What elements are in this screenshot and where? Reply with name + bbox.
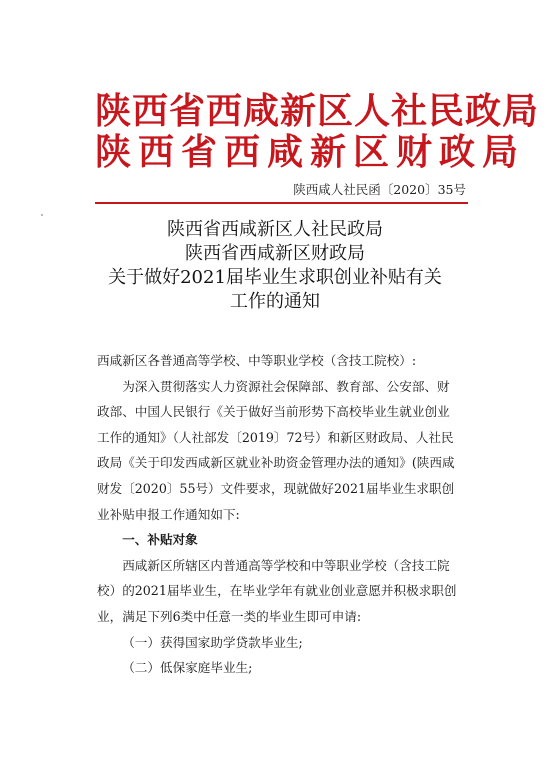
title-line-2: 陕西省西咸新区财政局 <box>185 243 365 264</box>
title-line-3: 关于做好2021届毕业生求职创业补贴有关 <box>108 267 442 288</box>
list-item: （二）低保家庭毕业生; <box>122 660 253 676</box>
section-heading-1: 一、补贴对象 <box>122 532 198 548</box>
list-item: （一）获得国家助学贷款毕业生; <box>122 634 303 650</box>
document-body <box>97 348 462 681</box>
paragraph-eligibility: 西咸新区所辖区内普通高等学校和中等职业学校（含技工院校）的2021届毕业生，在毕业学年有就业创业意愿并积极求职创业，满足下列6类中任意一类的毕业生即可申请: <box>97 557 457 624</box>
issuer-line-1: 陕西省西咸新区人社民政局 <box>95 90 540 132</box>
issuer-line-2: 陕西省西咸新区财政局 <box>95 131 526 173</box>
scan-mark <box>41 214 43 216</box>
salutation: 西咸新区各普通高等学校、中等职业学校（含技工院校）: <box>97 353 417 368</box>
document-title <box>75 218 475 314</box>
title-line-4: 工作的通知 <box>230 291 320 312</box>
document-number: 陕西咸人社民函〔2020〕35号 <box>293 182 466 197</box>
red-divider <box>95 202 468 204</box>
title-line-1: 陕西省西咸新区人社民政局 <box>167 219 383 240</box>
paragraph-intro: 为深入贯彻落实人力资源社会保障部、教育部、公安部、财政部、中国人民银行《关于做好当前形势下高校毕业生就业创业工作的通知》（人社部发〔2019〕72号）和新区财政局、人社民政局《关于印发西咸新区就业补助资金管理办法的通知》(陕西咸财发〔2020〕55号）文件要求，现就做好2021届毕业生求职创业补贴申报工作通知如下: <box>97 378 455 522</box>
